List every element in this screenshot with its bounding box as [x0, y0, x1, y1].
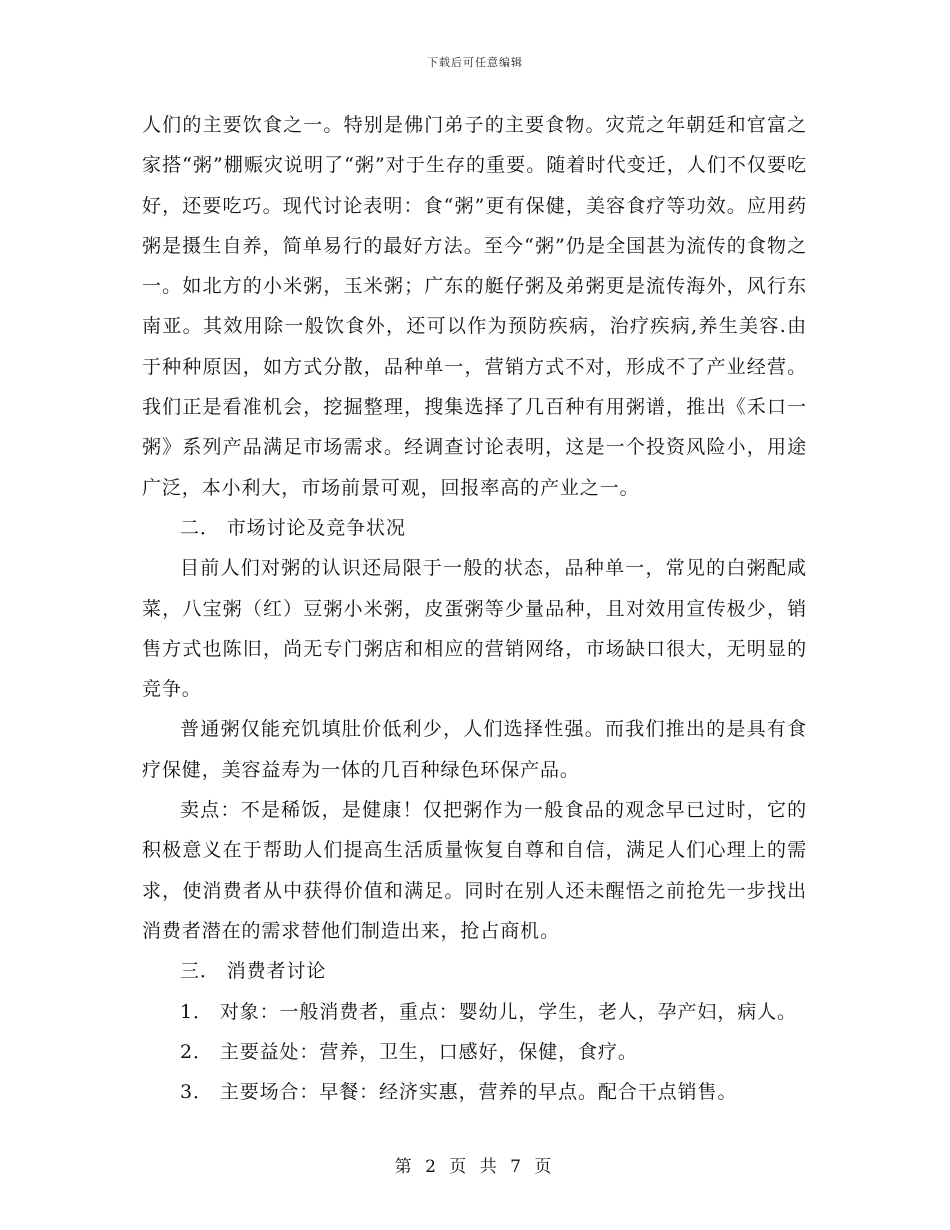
body-paragraph: 目前人们对粥的认识还局限于一般的状态，品种单一，常见的白粥配咸菜，八宝粥（红）豆粥小米粥，皮蛋粥等少量品种，且对效用宣传极少，销售方式也陈旧，尚无专门粥店和相应的营销网络，市场缺口很大，无明显的竞争。 [142, 557, 807, 701]
body-paragraph: 人们的主要饮食之一。特别是佛门弟子的主要食物。灾荒之年朝廷和官富之家搭“粥”棚赈灾说明了“粥”对于生存的重要。随着时代变迁，人们不仅要吃好，还要吃巧。现代讨论表明：食“粥”更有保健，美容食疗等功效。应用药粥是摄生自养，简单易行的最好方法。至今“粥”仍是全国甚为流传的食物之一。如北方的小米粥，玉米粥；广东的艇仔粥及弟粥更是流传海外，风行东南亚。其效用除一般饮食外，还可以作为预防疾病，治疗疾病,养生美容.由于种种原因，如方式分散，品种单一，营销方式不对，形成不了产业经营。我们正是看准机会，挖掘整理，搜集选择了几百种有用粥谱，推出《禾口一粥》系列产品满足市场需求。经调查讨论表明，这是一个投资风险小，用途广泛，本小利大，市场前景可观，回报率高的产业之一。 [142, 114, 807, 499]
section-heading: 三． 消费者讨论 [180, 960, 327, 983]
body-paragraph: 卖点：不是稀饭，是健康！仅把粥作为一般食品的观念早已过时，它的积极意义在于帮助人们提高生活质量恢复自尊和自信，满足人们心理上的需求，使消费者从中获得价值和满足。同时在别人还未醒悟之前抢先一步找出消费者潜在的需求替他们制造出来，抢占商机。 [142, 799, 807, 942]
list-item: 2． 主要益处：营养，卫生，口感好，保健，食疗。 [180, 1040, 638, 1063]
page-footer: 第 2 页 共 7 页 [394, 1157, 556, 1177]
page-header: 下载后可任意编辑 [427, 56, 523, 69]
section-heading: 二． 市场讨论及竞争状况 [180, 516, 406, 539]
list-item: 3． 主要场合：早餐：经济实惠，营养的早点。配合干点销售。 [180, 1081, 738, 1104]
list-item: 1． 对象：一般消费者，重点：婴幼儿，学生，老人，孕产妇，病人。 [180, 1000, 797, 1023]
document-body [142, 105, 807, 1112]
body-paragraph: 普通粥仅能充饥填肚价低利少，人们选择性强。而我们推出的是具有食疗保健，美容益寿为一体的几百种绿色环保产品。 [142, 718, 807, 781]
